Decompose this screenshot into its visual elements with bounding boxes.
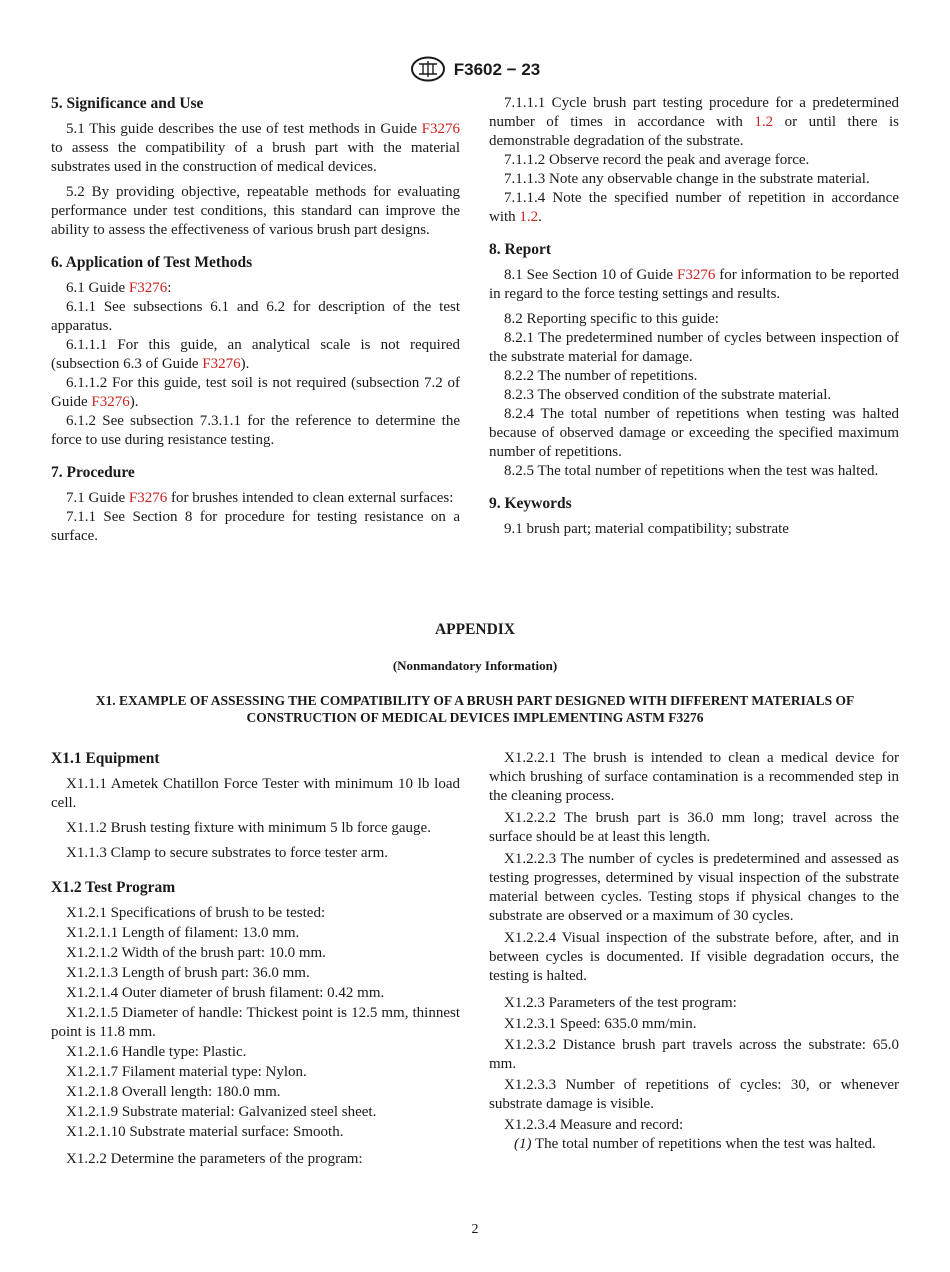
section-6-heading: 6. Application of Test Methods [51, 254, 253, 271]
para-5-1: 5.1 This guide describes the use of test methods in Guide F3276 to assess the compatibility of a brush part with the material substrates used in the construction of medical devices. [51, 121, 460, 175]
para-6-1-1: 6.1.1 See subsections 6.1 and 6.2 for description of the test apparatus. [51, 299, 460, 334]
right-column-bottom [489, 749, 899, 1154]
para-8-2: 8.2 Reporting specific to this guide: [504, 311, 719, 327]
para-x1-2-1-5: X1.2.1.5 Diameter of handle: Thickest point is 12.5 mm, thinnest point is 11.8 mm. [51, 1005, 460, 1040]
para-x1-2-3: X1.2.3 Parameters of the test program: [504, 995, 737, 1011]
para-x1-1-1: X1.1.1 Ametek Chatillon Force Tester with minimum 10 lb load cell. [51, 776, 460, 811]
para-8-2-5: 8.2.5 The total number of repetitions when the test was halted. [504, 463, 879, 479]
para-8-2-1: 8.2.1 The predetermined number of cycles between inspection of the substrate material for damage. [489, 330, 899, 365]
section-9-heading: 9. Keywords [489, 495, 572, 512]
para-x1-2-2-3: X1.2.2.3 The number of cycles is predetermined and assessed as testing progresses, determined by visual inspection of the substrate material between cycles. Testing stops if physical changes to the substrate are observed or a maximum of 30 cycles. [489, 851, 899, 924]
para-6-1-2: 6.1.2 See subsection 7.3.1.1 for the reference to determine the force to use during resistance testing. [51, 413, 460, 448]
para-x1-1-2: X1.1.2 Brush testing fixture with minimum 5 lb force gauge. [66, 820, 431, 836]
left-column-top [51, 94, 460, 546]
para-8-2-3: 8.2.3 The observed condition of the substrate material. [504, 387, 832, 403]
para-x1-2-3-1: X1.2.3.1 Speed: 635.0 mm/min. [504, 1016, 697, 1032]
para-7-1-1-2: 7.1.1.2 Observe record the peak and average force. [504, 152, 810, 168]
page-number: 2 [471, 1222, 479, 1237]
x1-2-heading: X1.2 Test Program [51, 879, 176, 896]
left-column-bottom [51, 749, 460, 1169]
para-6-1-1-2: 6.1.1.2 For this guide, test soil is not required (subsection 7.2 of Guide F3276). [51, 375, 460, 410]
x1-1-heading: X1.1 Equipment [51, 750, 160, 767]
para-x1-2-2: X1.2.2 Determine the parameters of the program: [66, 1151, 363, 1167]
para-x1-2-3-3: X1.2.3.3 Number of repetitions of cycles: 30, or whenever substrate damage is visible. [489, 1077, 899, 1112]
f3276-link[interactable]: F3276 [421, 121, 460, 137]
para-9-1: 9.1 brush part; material compatibility; substrate [504, 521, 789, 537]
para-x1-1-3: X1.1.3 Clamp to secure substrates to force tester arm. [66, 845, 388, 861]
f3276-link[interactable]: F3276 [128, 490, 168, 506]
para-8-2-2: 8.2.2 The number of repetitions. [504, 368, 698, 384]
section-8-heading: 8. Report [489, 241, 551, 258]
para-5-2: 5.2 By providing objective, repeatable methods for evaluating performance under test conditions, this standard can improve the ability to assess the effectiveness of various brush part designs. [51, 184, 460, 238]
astm-logo-icon [410, 56, 446, 82]
section-7-heading: 7. Procedure [51, 464, 135, 481]
para-x1-2-3-2: X1.2.3.2 Distance brush part travels across the substrate: 65.0 mm. [489, 1037, 899, 1072]
para-x1-2-2-1: X1.2.2.1 The brush is intended to clean a medical device for which brushing of surface contamination is a recommended step in the cleaning process. [489, 750, 899, 804]
para-7-1-1-4: 7.1.1.4 Note the specified number of repetition in accordance with 1.2. [489, 190, 899, 225]
para-x1-2-1-6: X1.2.1.6 Handle type: Plastic. [66, 1044, 247, 1060]
para-x1-2-3-4-1: (1) The total number of repetitions when the test was halted. [514, 1136, 876, 1152]
para-7-1-1-3: 7.1.1.3 Note any observable change in the substrate material. [504, 171, 870, 187]
para-x1-2-1-9: X1.2.1.9 Substrate material: Galvanized steel sheet. [66, 1104, 377, 1120]
para-6-1-1-1: 6.1.1.1 For this guide, an analytical scale is not required (subsection 6.3 of Guide F3276). [51, 337, 460, 372]
para-x1-2-1-3: X1.2.1.3 Length of brush part: 36.0 mm. [66, 965, 310, 981]
appendix-title: APPENDIX [434, 621, 516, 638]
section-1-2-link[interactable]: 1.2 [754, 114, 774, 130]
para-6-1: 6.1 Guide F3276: [66, 280, 172, 296]
appendix-subtitle: (Nonmandatory Information) [392, 658, 558, 673]
para-x1-2-1-8: X1.2.1.8 Overall length: 180.0 mm. [66, 1084, 281, 1100]
para-x1-2-3-4: X1.2.3.4 Measure and record: [504, 1117, 684, 1133]
para-7-1-1-1: 7.1.1.1 Cycle brush part testing procedure for a predetermined number of times in accordance with 1.2 or until there is demonstrable degradation of the substrate. [489, 95, 900, 149]
para-x1-2-1-7: X1.2.1.7 Filament material type: Nylon. [66, 1064, 307, 1080]
para-x1-2-2-2: X1.2.2.2 The brush part is 36.0 mm long; travel across the surface should be at least this length. [489, 810, 899, 845]
para-x1-2-2-4: X1.2.2.4 Visual inspection of the substrate before, after, and in between cycles is documented. If visible degradation occurs, the testing is halted. [489, 930, 899, 984]
para-7-1: 7.1 Guide F3276 for brushes intended to clean external surfaces: [66, 490, 454, 506]
para-x1-2-1: X1.2.1 Specifications of brush to be tested: [66, 905, 326, 921]
para-x1-2-1-1: X1.2.1.1 Length of filament: 13.0 mm. [66, 925, 300, 941]
para-8-2-4: 8.2.4 The total number of repetitions when testing was halted because of observed damage or exceeding the specified maximum number of repetitions. [489, 406, 899, 460]
para-x1-2-1-4: X1.2.1.4 Outer diameter of brush filament: 0.42 mm. [66, 985, 385, 1001]
f3276-link[interactable]: F3276 [91, 394, 130, 410]
f3276-link[interactable]: F3276 [202, 356, 241, 372]
section-5-heading: 5. Significance and Use [51, 95, 204, 112]
f3276-link[interactable]: F3276 [128, 280, 168, 296]
x1-title: X1. EXAMPLE OF ASSESSING THE COMPATIBILITY OF A BRUSH PART DESIGNED WITH DIFFERENT MATERIALS OF CONSTRUCTION OF MEDICAL DEVICES IMPLEMENTING ASTM F3276 [95, 693, 855, 725]
para-7-1-1: 7.1.1 See Section 8 for procedure for testing resistance on a surface. [51, 509, 460, 544]
para-8-1: 8.1 See Section 10 of Guide F3276 for information to be reported in regard to the force testing settings and results. [489, 267, 899, 302]
page-header [0, 56, 950, 82]
section-1-2-link[interactable]: 1.2 [519, 209, 539, 225]
f3276-link[interactable]: F3276 [677, 267, 716, 283]
para-x1-2-1-10: X1.2.1.10 Substrate material surface: Smooth. [66, 1124, 344, 1140]
document-id: F3602 − 23 [453, 59, 541, 79]
para-x1-2-1-2: X1.2.1.2 Width of the brush part: 10.0 mm. [66, 945, 326, 961]
right-column-top [489, 94, 899, 539]
